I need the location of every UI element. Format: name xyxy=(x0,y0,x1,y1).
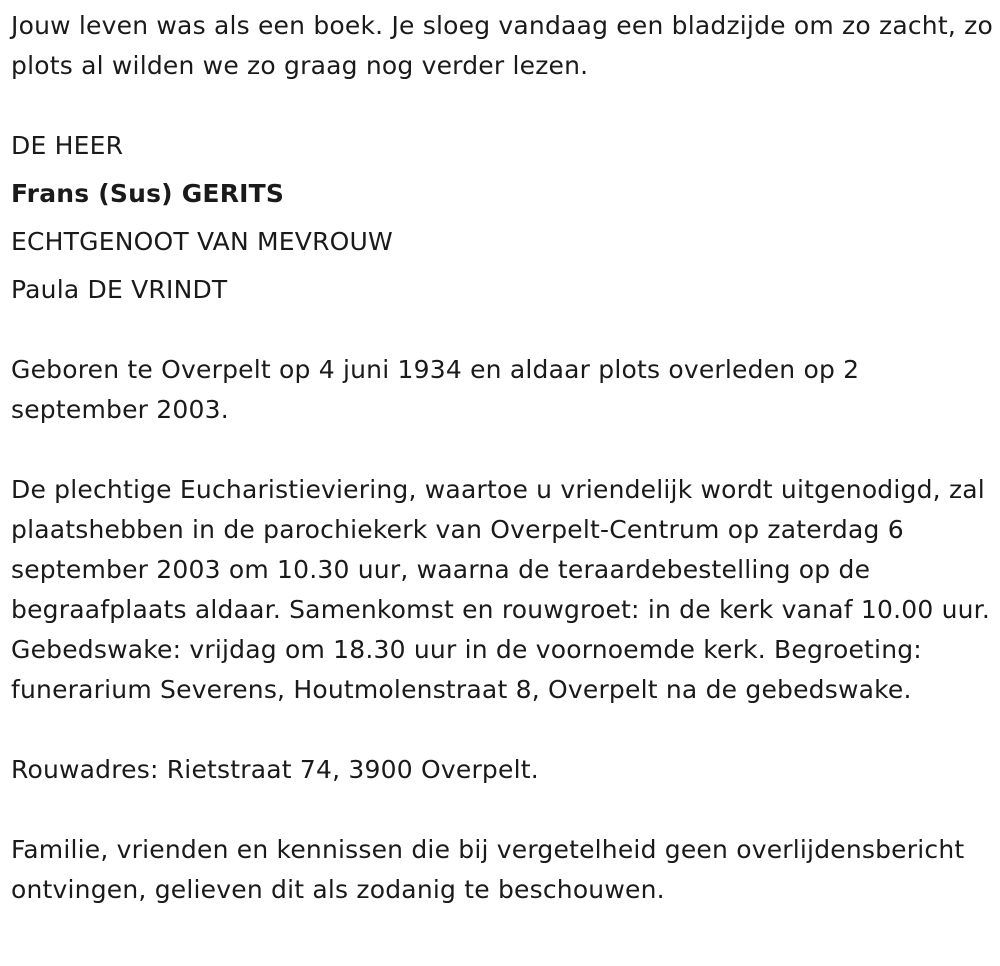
spacer xyxy=(11,430,996,470)
motto-paragraph: Jouw leven was als een boek. Je sloeg vandaag een bladzijde om zo zacht, zo plots al wilden we zo graag nog verder lezen. xyxy=(11,11,993,80)
title-prefix: DE HEER xyxy=(11,131,124,160)
closing-paragraph: Familie, vrienden en kennissen die bij vergetelheid geen overlijdensbericht ontvingen, gelieven dit als zodanig te beschouwen. xyxy=(11,835,965,904)
deceased-name: Frans (Sus) GERITS xyxy=(11,179,285,208)
obituary-document xyxy=(11,6,996,910)
ceremony-paragraph: De plechtige Eucharistieviering, waartoe u vriendelijk wordt uitgenodigd, zal plaatshebben in de parochiekerk van Overpelt-Centrum op zaterdag 6 september 2003 om 10.30 uur, waarna de teraardebestelling op de begraafplaats aldaar. Samenkomst en rouwgroet: in de kerk vanaf 10.00 uur. Gebedswake: vrijdag om 18.30 uur in de voornoemde kerk. Begroeting: funerarium Severens, Houtmolenstraat 8, Overpelt na de gebedswake. xyxy=(11,475,990,704)
spacer xyxy=(11,310,996,350)
deceased-name-block xyxy=(11,122,996,314)
spacer xyxy=(11,790,996,830)
address-paragraph: Rouwadres: Rietstraat 74, 3900 Overpelt. xyxy=(11,755,539,784)
birth-death-paragraph: Geboren te Overpelt op 4 juni 1934 en aldaar plots overleden op 2 september 2003. xyxy=(11,355,860,424)
relation-line: ECHTGENOOT VAN MEVROUW xyxy=(11,227,393,256)
spouse-name: Paula DE VRINDT xyxy=(11,275,228,304)
spacer xyxy=(11,710,996,750)
spacer xyxy=(11,86,996,126)
